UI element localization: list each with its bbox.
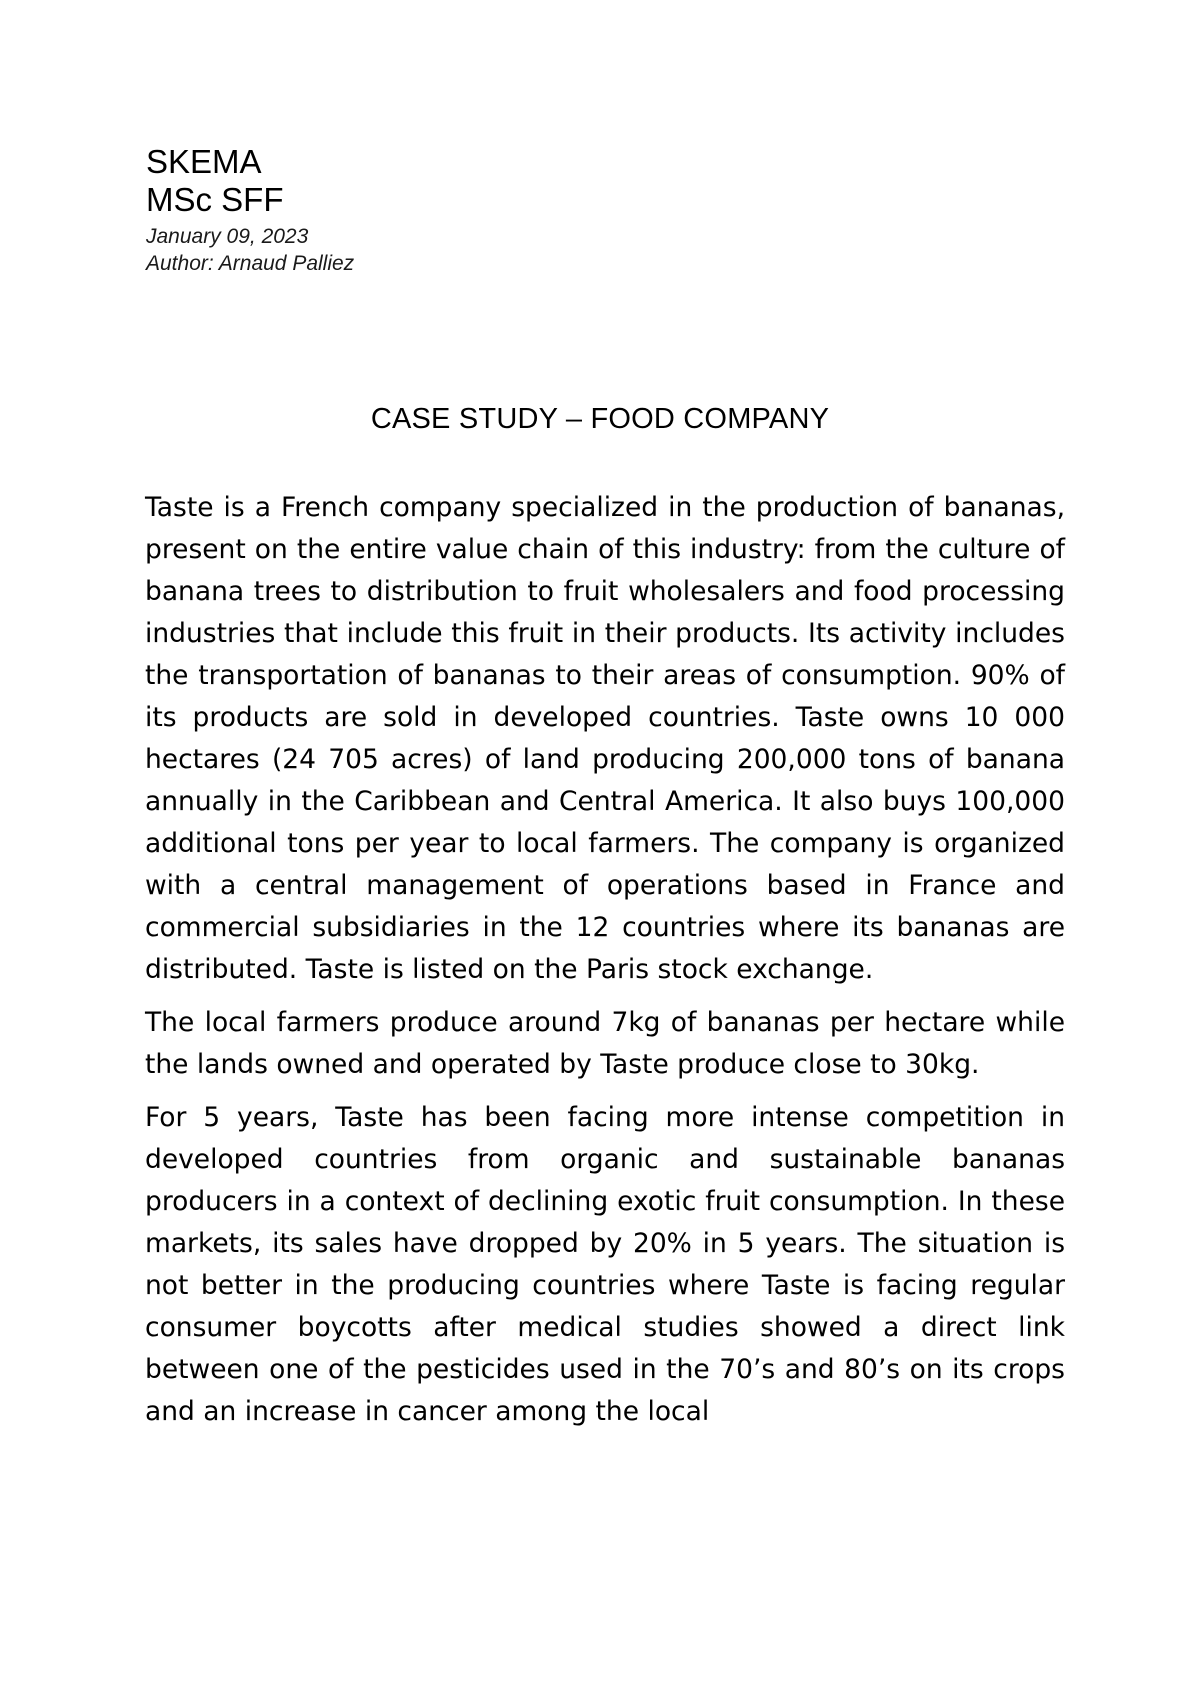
paragraph-yield-comparison: The local farmers produce around 7kg of bananas per hectare while the lands owned and operated by Taste produce close to 30kg. xyxy=(145,1007,1065,1080)
document-author: Author: Arnaud Palliez xyxy=(146,252,355,275)
document-title: CASE STUDY – FOOD COMPANY xyxy=(370,403,830,435)
document-date: January 09, 2023 xyxy=(146,225,309,248)
paragraph-company-overview: Taste is a French company specialized in the production of bananas, present on the entire value chain of this industry: from the culture of banana trees to distribution to fruit wholesalers and food processing industries that include this fruit in their products. Its activity includes the transportation of bananas to their areas of consumption. 90% of its products are sold in developed countries. Taste owns 10 000 hectares (24 705 acres) of land producing 200,000 tons of banana annually in the Caribbean and Central America. It also buys 100,000 additional tons per year to local farmers. The company is organized with a central management of operations based in France and commercial subsidiaries in the 12 countries where its bananas are distributed. Taste is listed on the Paris stock exchange. xyxy=(145,492,1065,985)
program-name: MSc SFF xyxy=(146,181,284,218)
document-header xyxy=(146,143,354,277)
paragraph-competition: For 5 years, Taste has been facing more intense competition in developed countries from organic and sustainable bananas producers in a context of declining exotic fruit consumption. In these markets, its sales have dropped by 20% in 5 years. The situation is not better in the producing countries where Taste is facing regular consumer boycotts after medical studies showed a direct link between one of the pesticides used in the 70’s and 80’s on its crops and an increase in cancer among the local xyxy=(145,1102,1065,1427)
school-name: SKEMA xyxy=(146,143,262,180)
document-body xyxy=(145,487,1065,1444)
